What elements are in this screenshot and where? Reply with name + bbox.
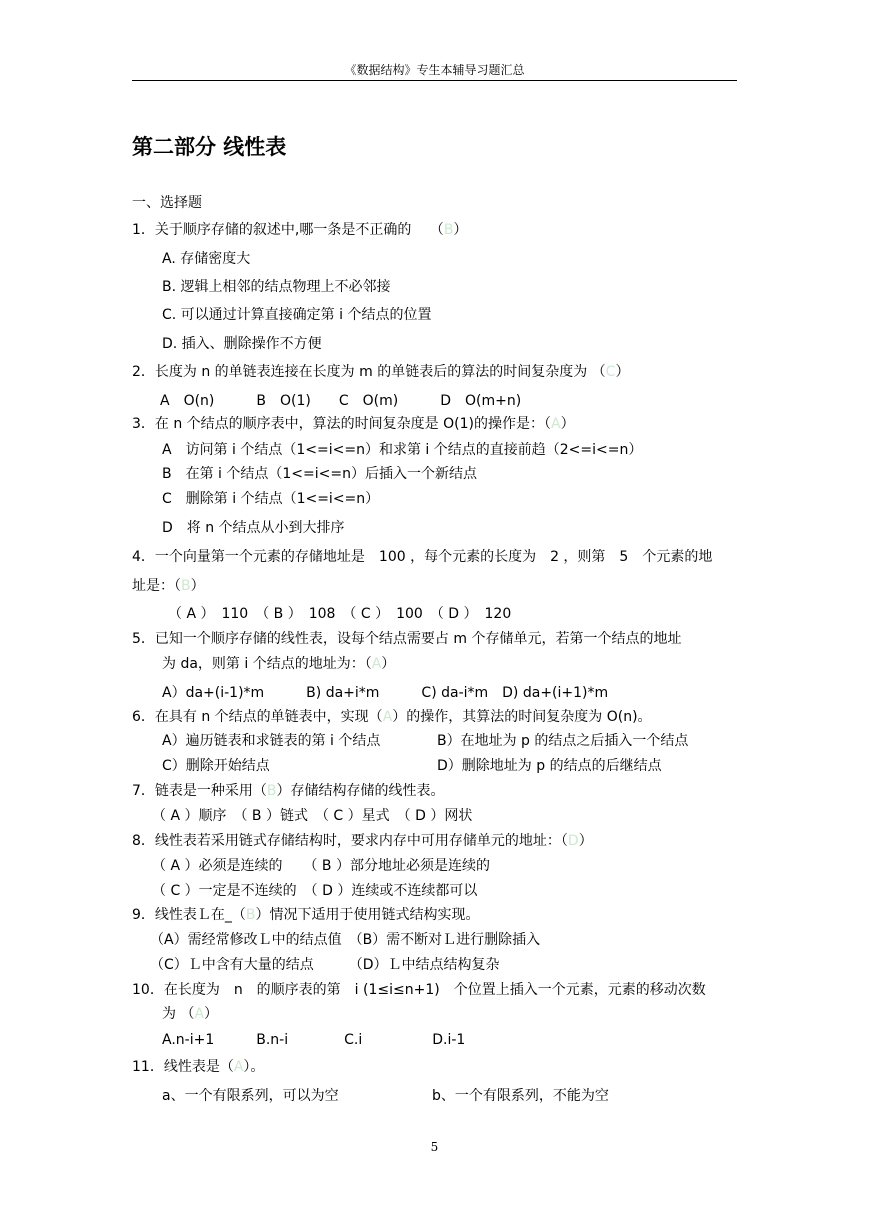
option: （ A ）必须是连续的 （ B ）部分地址必须是连续的 xyxy=(152,858,490,874)
question-text: 2．长度为 n 的单链表连接在长度为 m 的单链表后的算法的时间复杂度为 （ xyxy=(132,364,606,380)
page-number: 5 xyxy=(430,1140,439,1154)
question-11 xyxy=(132,1057,264,1077)
question-7 xyxy=(132,781,445,801)
option: a、一个有限系列，可以为空 xyxy=(162,1088,339,1104)
question-tail: ）情况下适用于使用链式结构实现。 xyxy=(255,907,480,923)
answer-mark: D xyxy=(567,833,579,849)
question-tail: ） xyxy=(560,416,575,432)
question-10: 10．在长度为 n 的顺序表的第 i (1≤i≤n+1) 个位置上插入一个元素，元素的移动次数 xyxy=(132,982,706,998)
option: （A）需经常修改Ｌ中的结点值 （B）需不断对Ｌ进行删除插入 xyxy=(150,932,541,948)
question-text: 3．在 n 个结点的顺序表中，算法的时间复杂度是 O(1)的操作是：（ xyxy=(132,416,551,432)
question-text: 为 （ xyxy=(162,1006,195,1022)
option: D）删除地址为 p 的结点的后继结点 xyxy=(437,758,662,774)
option: B）在地址为 p 的结点之后插入一个结点 xyxy=(437,733,689,749)
option: （ C ）一定是不连续的 （ D ）连续或不连续都可以 xyxy=(152,883,478,899)
answer-mark: A xyxy=(371,656,382,672)
question-tail: ） xyxy=(453,222,468,238)
question-4-cont xyxy=(132,576,205,596)
question-10-cont xyxy=(162,1004,218,1024)
option: A）da+(i-1)*m B) da+i*m C) da-i*m D) da+(i+1)*m xyxy=(162,685,609,701)
question-9 xyxy=(132,905,480,925)
answer-mark: B xyxy=(181,578,191,594)
question-3 xyxy=(132,414,575,434)
question-text: 1．关于顺序存储的叙述中,哪一条是不正确的 （ xyxy=(132,222,444,238)
option: A.n-i+1 B.n-i C.i D.i-1 xyxy=(162,1032,466,1048)
question-2 xyxy=(132,362,629,382)
option: A 访问第 i 个结点（1<=i<=n）和求第 i 个结点的直接前趋（2<=i<=n） xyxy=(162,442,643,458)
question-5-cont xyxy=(162,654,395,674)
option: （C）Ｌ中含有大量的结点 （D）Ｌ中结点结构复杂 xyxy=(150,957,500,973)
option: b、一个有限系列，不能为空 xyxy=(432,1088,609,1104)
question-text: 11．线性表是（ xyxy=(132,1059,234,1075)
question-1 xyxy=(132,220,467,240)
answer-mark: C xyxy=(605,364,616,380)
question-5: 5．已知一个顺序存储的线性表，设每个结点需要占 m 个存储单元，若第一个结点的地址 xyxy=(132,631,682,647)
option: （ A ）顺序 （ B ）链式 （ C ）星式 （ D ）网状 xyxy=(152,808,473,824)
question-tail: ） xyxy=(381,656,396,672)
option: C 删除第 i 个结点（1<=i<=n） xyxy=(162,491,380,507)
question-tail: ）存储结构存储的线性表。 xyxy=(276,783,445,799)
question-tail: ） xyxy=(190,578,205,594)
option: A O(n) B O(1) C O(m) D O(m+n) xyxy=(160,393,522,409)
answer-mark: A xyxy=(194,1006,205,1022)
question-text: 为 da，则第 i 个结点的地址为：（ xyxy=(162,656,372,672)
question-tail: ）的操作，其算法的时间复杂度为 O(n)。 xyxy=(392,709,652,725)
question-text: 6．在具有 n 个结点的单链表中，实现（ xyxy=(132,709,383,725)
option: D. 插入、删除操作不方便 xyxy=(162,336,322,352)
answer-mark: A xyxy=(382,709,393,725)
question-text: 9．线性表Ｌ在_（ xyxy=(132,907,246,923)
question-6 xyxy=(132,707,652,727)
question-8 xyxy=(132,831,593,851)
option: （ A ） 110 （ B ） 108 （ C ） 100 （ D ） 120 xyxy=(168,606,512,622)
question-text: 址是：（ xyxy=(132,578,181,594)
question-4: 4．一个向量第一个元素的存储地址是 100 ，每个元素的长度为 2 ，则第 5 个元素的地 xyxy=(132,549,713,565)
section-title: 第二部分 线性表 xyxy=(132,135,287,159)
option: C）删除开始结点 xyxy=(162,758,270,774)
question-text: 7．链表是一种采用（ xyxy=(132,783,267,799)
option: D 将 n 个结点从小到大排序 xyxy=(162,520,345,536)
option: C. 可以通过计算直接确定第 i 个结点的位置 xyxy=(162,307,432,323)
question-tail: ） xyxy=(204,1006,219,1022)
option: B. 逻辑上相邻的结点物理上不必邻接 xyxy=(162,279,391,295)
question-tail: ） xyxy=(615,364,630,380)
answer-mark: A xyxy=(233,1059,244,1075)
option: A）遍历链表和求链表的第 i 个结点 xyxy=(162,733,381,749)
option: B 在第 i 个结点（1<=i<=n）后插入一个新结点 xyxy=(162,466,477,482)
question-text: 8．线性表若采用链式存储结构时，要求内存中可用存储单元的地址：（ xyxy=(132,833,568,849)
running-header: 《数据结构》专生本辅导习题汇总 xyxy=(344,63,525,77)
answer-mark: B xyxy=(266,783,277,799)
answer-mark: B xyxy=(443,222,454,238)
answer-mark: B xyxy=(245,907,256,923)
option: A. 存储密度大 xyxy=(162,251,251,267)
answer-mark: A xyxy=(550,416,561,432)
subsection-title: 一、选择题 xyxy=(132,195,202,211)
header-rule xyxy=(132,80,737,81)
question-tail: ）。 xyxy=(243,1059,265,1075)
question-tail: ） xyxy=(578,833,593,849)
